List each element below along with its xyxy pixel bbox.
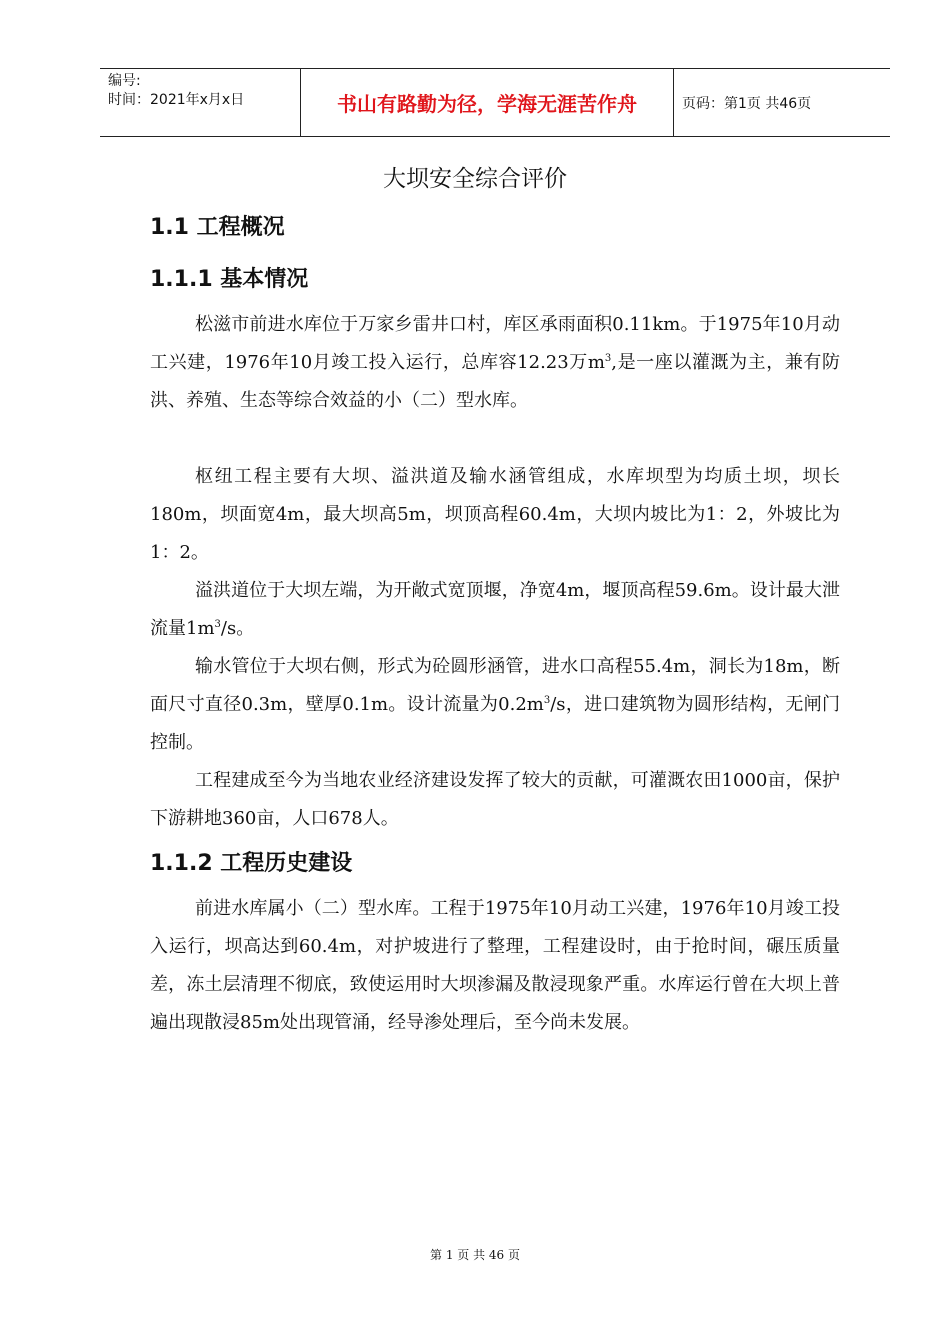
paragraph-text: 溢洪道位于大坝左端，为开敞式宽顶堰，净宽4m，堰顶高程59.6m。设计最大泄流量1m	[150, 580, 840, 639]
heading-1-1-2: 1.1.2 工程历史建设	[150, 851, 353, 876]
paragraph-text: 松滋市前进水库位于万家乡雷井口村，库区承雨面积0.11km。于1975年10月动工兴建，1976年10月竣工投入运行，总库容12.23万m	[150, 314, 840, 373]
paragraph-history: 前进水库属小（二）型水库。工程于1975年10月动工兴建，1976年10月竣工投入运行，坝高达到60.4m，对护坡进行了整理，工程建设时，由于抢时间，碾压质量差，冻土层清理不彻底，致使运用时大坝渗漏及散浸现象严重。水库运行曾在大坝上普遍出现散浸85m处出现管涌，经导渗处理后，至今尚未发展。	[150, 898, 840, 1033]
paragraph-text: /s，进口建筑物为圆形结构，无闸门控制。	[150, 694, 840, 753]
paragraph-basic-info	[150, 306, 840, 420]
page-header	[100, 68, 890, 137]
header-meta	[100, 69, 301, 136]
superscript: 3	[214, 619, 221, 630]
paragraph-outlet-pipe	[150, 648, 840, 762]
header-page-info: 页码：第1页 共46页	[682, 95, 812, 112]
paragraph-benefits: 工程建成至今为当地农业经济建设发挥了较大的贡献，可灌溉农田1000亩，保护下游耕地360亩，人口678人。	[150, 770, 840, 829]
doc-number-label: 编号:	[108, 73, 141, 89]
paragraph-spillway	[150, 572, 840, 648]
superscript: 3	[604, 353, 612, 364]
superscript: 3	[543, 695, 551, 706]
heading-1-1-1: 1.1.1 基本情况	[150, 267, 309, 292]
paragraph-text: /s。	[220, 618, 255, 639]
page-footer: 第 1 页 共 46 页	[430, 1248, 520, 1262]
doc-time-label: 时间：2021年x月x日	[108, 92, 245, 108]
paragraph-text: 输水管位于大坝右侧，形式为砼圆形涵管，进水口高程55.4m，洞长为18m，断面尺寸直径0.3m，壁厚0.1m。设计流量为0.2m	[150, 656, 840, 715]
paragraph-hub-works: 枢纽工程主要有大坝、溢洪道及输水涵管组成，水库坝型为均质土坝，坝长180m，坝面宽4m，最大坝高5m，坝顶高程60.4m，大坝内坡比为1：2，外坡比为1：2。	[150, 466, 840, 563]
header-slogan: 书山有路勤为径，学海无涯苦作舟	[301, 69, 674, 136]
document-title: 大坝安全综合评价	[383, 166, 567, 192]
paragraph-text: ,是一座以灌溉为主，兼有防洪、养殖、生态等综合效益的小（二）型水库。	[150, 352, 840, 411]
heading-1-1: 1.1 工程概况	[150, 215, 285, 240]
